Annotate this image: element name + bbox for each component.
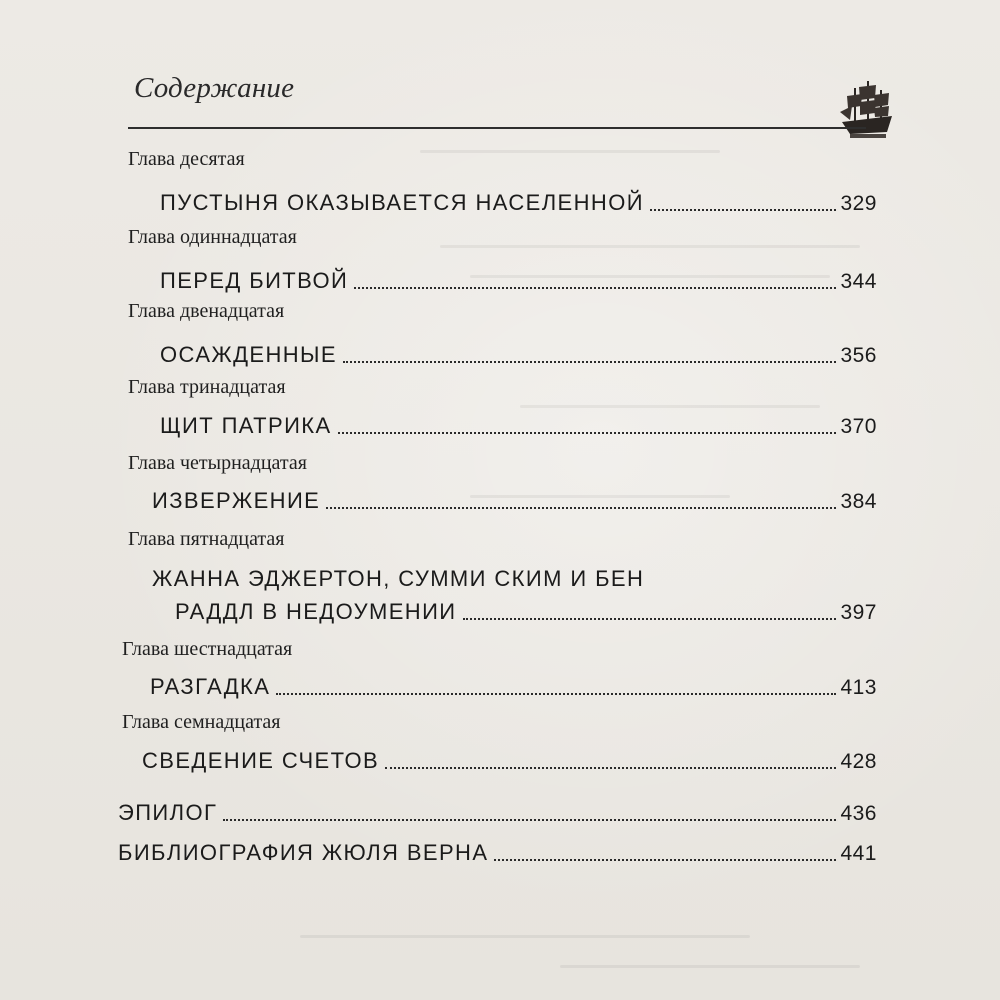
toc-entry: [175, 599, 877, 625]
entry-title: ПЕРЕД БИТВОЙ: [160, 268, 349, 293]
toc-entry: [150, 674, 877, 700]
page-title: Содержание: [134, 72, 295, 104]
dot-leader: [223, 819, 836, 821]
entry-title: ЩИТ ПАТРИКА: [160, 413, 332, 438]
entry-title: РАЗГАДКА: [150, 674, 271, 699]
dot-leader: [276, 693, 836, 695]
toc-entry: [152, 488, 877, 514]
page-number: 413: [840, 676, 877, 699]
page-number: 428: [840, 750, 877, 773]
chapter-label: Глава одиннадцатая: [128, 226, 297, 248]
entry-title: ЭПИЛОГ: [118, 800, 218, 825]
bleed-through: [420, 150, 720, 153]
bleed-through: [300, 935, 750, 938]
page-number: 384: [840, 490, 877, 513]
entry-title: ОСАЖДЕННЫЕ: [160, 342, 338, 367]
chapter-label: Глава десятая: [128, 148, 245, 170]
page-number: 397: [840, 601, 877, 624]
dot-leader: [354, 287, 836, 289]
dot-leader: [343, 361, 836, 363]
page-number: 356: [840, 344, 877, 367]
toc-entry: [142, 748, 877, 774]
dot-leader: [463, 618, 837, 620]
page-number: 344: [840, 270, 877, 293]
bleed-through: [560, 965, 860, 968]
entry-title: БИБЛИОГРАФИЯ ЖЮЛЯ ВЕРНА: [118, 840, 489, 865]
header-divider: [128, 127, 866, 129]
chapter-label: Глава тринадцатая: [128, 376, 286, 398]
chapter-label: Глава двенадцатая: [128, 300, 285, 322]
toc-entry: [160, 342, 877, 368]
toc-entry: [160, 413, 877, 439]
toc-entry: [160, 190, 877, 216]
page-number: 436: [840, 802, 877, 825]
ship-icon: [838, 76, 896, 140]
dot-leader: [338, 432, 837, 434]
chapter-label: Глава пятнадцатая: [128, 528, 285, 550]
dot-leader: [326, 507, 836, 509]
page-number: 441: [840, 842, 877, 865]
chapter-label: Глава четырнадцатая: [128, 452, 307, 474]
chapter-label: Глава семнадцатая: [122, 711, 281, 733]
page-number: 370: [840, 415, 877, 438]
dot-leader: [650, 209, 837, 211]
toc-entry: [118, 840, 877, 866]
page-number: 329: [840, 192, 877, 215]
dot-leader: [385, 767, 836, 769]
entry-title: ИЗВЕРЖЕНИЕ: [152, 488, 321, 513]
entry-title: ПУСТЫНЯ ОКАЗЫВАЕТСЯ НАСЕЛЕННОЙ: [160, 190, 644, 215]
chapter-label: Глава шестнадцатая: [122, 638, 293, 660]
bleed-through: [440, 245, 860, 248]
toc-entry: [118, 800, 877, 826]
dot-leader: [494, 859, 836, 861]
toc-entry: [160, 268, 877, 294]
entry-title: СВЕДЕНИЕ СЧЕТОВ: [142, 748, 380, 773]
entry-title: РАДДЛ В НЕДОУМЕНИИ: [175, 599, 457, 624]
bleed-through: [520, 405, 820, 408]
entry-title-line: ЖАННА ЭДЖЕРТОН, СУММИ СКИМ И БЕН: [152, 566, 645, 591]
